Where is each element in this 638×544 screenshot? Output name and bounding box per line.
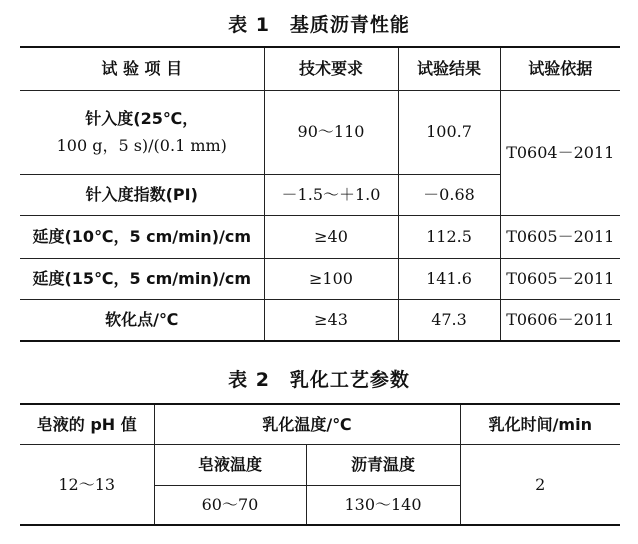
row5-item: 软化点/℃: [20, 299, 264, 341]
table-row: [20, 299, 620, 341]
header-basis: 试验依据: [500, 47, 620, 90]
table1-header-row: [20, 47, 620, 90]
header-soap-temp: 皂液温度: [154, 444, 306, 485]
time-value: 2: [460, 444, 620, 525]
table1: [20, 46, 620, 342]
row3-result: 112.5: [398, 215, 500, 258]
table2: [20, 403, 620, 526]
soap-temp-value: 60～70: [154, 485, 306, 525]
row4-item: 延度(15℃，5 cm/min)/cm: [20, 258, 264, 299]
row5-result: 47.3: [398, 299, 500, 341]
row1-item: [20, 90, 264, 174]
row1-item-line2: 100 g，5 s)/(0.1 mm): [56, 136, 227, 155]
table-row: [20, 258, 620, 299]
row5-basis: T0606－2011: [500, 299, 620, 341]
table2-subheader-row: [20, 444, 620, 485]
row2-item: 针入度指数(PI): [20, 174, 264, 215]
header-item: 试 验 项 目: [20, 47, 264, 90]
table2-header-row: [20, 404, 620, 444]
row2-requirement: －1.5～＋1.0: [264, 174, 398, 215]
row3-item: 延度(10℃，5 cm/min)/cm: [20, 215, 264, 258]
row4-result: 141.6: [398, 258, 500, 299]
header-result: 试验结果: [398, 47, 500, 90]
row1-requirement: 90～110: [264, 90, 398, 174]
row5-requirement: ≥43: [264, 299, 398, 341]
row3-requirement: ≥40: [264, 215, 398, 258]
ph-value: 12～13: [20, 444, 154, 525]
row2-result: －0.68: [398, 174, 500, 215]
header-ph: 皂液的 pH 值: [20, 404, 154, 444]
header-emulsify-temp: 乳化温度/℃: [154, 404, 460, 444]
row1-item-line1: 针入度(25℃，: [85, 108, 199, 128]
basis-merged: T0604－2011: [500, 90, 620, 215]
table-row: [20, 90, 620, 174]
row4-requirement: ≥100: [264, 258, 398, 299]
row3-basis: T0605－2011: [500, 215, 620, 258]
row4-basis: T0605－2011: [500, 258, 620, 299]
table-row: [20, 215, 620, 258]
header-emulsify-time: 乳化时间/min: [460, 404, 620, 444]
header-asphalt-temp: 沥青温度: [306, 444, 460, 485]
header-requirement: 技术要求: [264, 47, 398, 90]
table1-caption: 表 1 基质沥青性能: [228, 14, 410, 36]
asphalt-temp-value: 130～140: [306, 485, 460, 525]
row1-result: 100.7: [398, 90, 500, 174]
table2-caption: 表 2 乳化工艺参数: [228, 369, 410, 391]
